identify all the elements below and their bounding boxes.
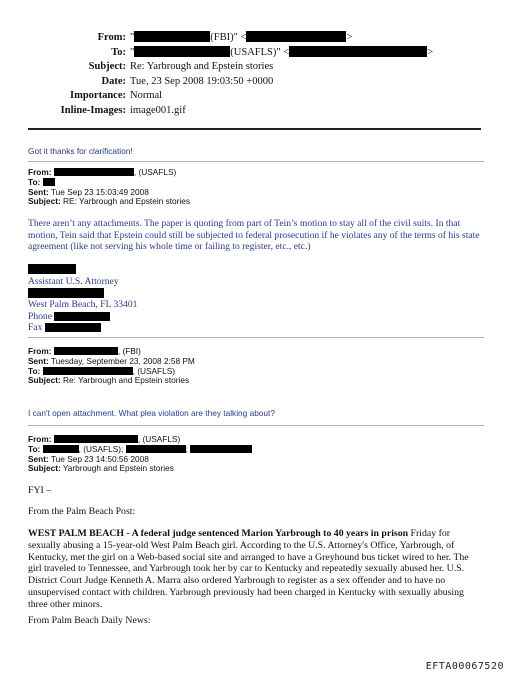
message-4-meta <box>28 435 252 474</box>
article-body: Friday for sexually abusing a 15-year-old West Palm Beach girl. According to the U.S. Attorney's Office, Yarbrough, of Kentucky, met the girl on a Web-based social site and arranged to have a Greyhound bus ticket wired to her. The girl traveled to Tennessee, and Yarbrough took her by car to Kentucky and repeatedly sexually abused her. U.S. District Court Judge Kenneth A. Marra also ordered Yarbrough to register as a sex offender and to have no unsupervised contact with children. Yarbrough previously had been charged in Kentucky with sexually abusing three other minors. <box>28 528 469 610</box>
msg2-sent-row: Sent: Tue Sep 23 15:03:49 2008 <box>28 186 149 197</box>
redaction-block <box>43 367 133 375</box>
header-divider <box>28 128 481 130</box>
inline-images-label: Inline-Images: <box>60 104 126 116</box>
redaction-block <box>43 445 79 453</box>
header-to-row <box>20 46 433 61</box>
msg3-subject-row: Subject: Re: Yarbrough and Epstein stories <box>28 375 190 386</box>
redaction-block <box>45 323 101 332</box>
msg3-sent-row: Sent: Tuesday, September 23, 2008 2:58 PM <box>28 355 195 366</box>
redaction-block <box>54 168 134 176</box>
redaction-block <box>190 445 252 453</box>
redaction-block <box>43 178 55 186</box>
msg4-sent-row: Sent: Tue Sep 23 14:50:56 2008 <box>28 453 149 464</box>
signature-phone: Phone <box>28 311 110 323</box>
subject-value: Re: Yarbrough and Epstein stories <box>130 61 274 73</box>
message-divider <box>28 337 484 338</box>
article-headline: WEST PALM BEACH - A federal judge sentenced Marion Yarbrough to 40 years in prison <box>28 528 409 539</box>
redaction-block <box>54 435 138 443</box>
date-label: Date: <box>101 75 126 87</box>
redaction-block <box>134 46 230 57</box>
source-palm-beach-daily-news: From Palm Beach Daily News: <box>28 615 151 626</box>
msg4-from-row: From: , (USAFLS) <box>28 434 181 444</box>
importance-label: Importance: <box>70 90 126 102</box>
fyi-text: FYI – <box>28 485 52 496</box>
msg4-to-row: To: , (USAFLS); ; <box>28 445 252 455</box>
msg2-from-row: From: , (USAFLS) <box>28 167 177 177</box>
redaction-block <box>54 312 110 321</box>
to-value: " (USAFLS)" < > <box>130 46 434 58</box>
msg4-subject-row: Subject: Yarbrough and Epstein stories <box>28 463 174 474</box>
importance-value: Normal <box>130 90 163 102</box>
header-subject-row <box>20 60 433 75</box>
signature-title: Assistant U.S. Attorney <box>28 276 119 287</box>
message-3-body: I can't open attachment. What plea violation are they talking about? <box>28 408 275 418</box>
redaction-block <box>289 46 427 57</box>
signature-fax: Fax <box>28 322 101 334</box>
redaction-block <box>28 288 104 298</box>
source-palm-beach-post: From the Palm Beach Post: <box>28 506 136 517</box>
header-date-row <box>20 75 433 90</box>
from-value: " (FBI)" < > <box>130 32 353 43</box>
msg3-to-row: To: , (USAFLS) <box>28 365 176 376</box>
message-divider <box>28 161 484 162</box>
signature-city: West Palm Beach, FL 33401 <box>28 299 138 310</box>
message-3-meta <box>28 347 195 386</box>
msg2-subject-row: Subject: RE: Yarbrough and Epstein stories <box>28 196 191 207</box>
redaction-block <box>246 31 346 42</box>
message-divider <box>28 425 484 426</box>
article-paragraph <box>28 528 484 611</box>
message-2-meta <box>28 168 190 207</box>
redaction-block <box>54 347 118 355</box>
email-header <box>20 31 433 119</box>
redaction-block <box>134 31 210 42</box>
reply-text: Got it thanks for clarification! <box>28 146 133 156</box>
redaction-block <box>28 264 76 274</box>
subject-label: Subject: <box>88 61 126 73</box>
document-id: EFTA00067520 <box>425 661 504 672</box>
to-label: To: <box>111 46 126 58</box>
date-value: Tue, 23 Sep 2008 19:03:50 +0000 <box>130 75 274 87</box>
header-importance-row <box>20 89 433 104</box>
inline-images-value: image001.gif <box>130 104 186 116</box>
header-from-row <box>20 31 433 46</box>
msg2-to-row: To: <box>28 178 190 188</box>
from-label: From: <box>97 32 126 43</box>
redaction-block <box>126 445 186 453</box>
header-inline-images-row <box>20 104 433 119</box>
msg3-from-row: From: , (FBI) <box>28 346 141 356</box>
message-2-body: There aren’t any attachments. The paper is quoting from part of Tein’s motion to stay all of the civil suits. In that motion, Tein said that Epstein could still be subjected to federal prosecution if he violates any of the terms of his state agreement (like not serving his whole time or failing to register, etc., etc.) <box>28 218 480 253</box>
